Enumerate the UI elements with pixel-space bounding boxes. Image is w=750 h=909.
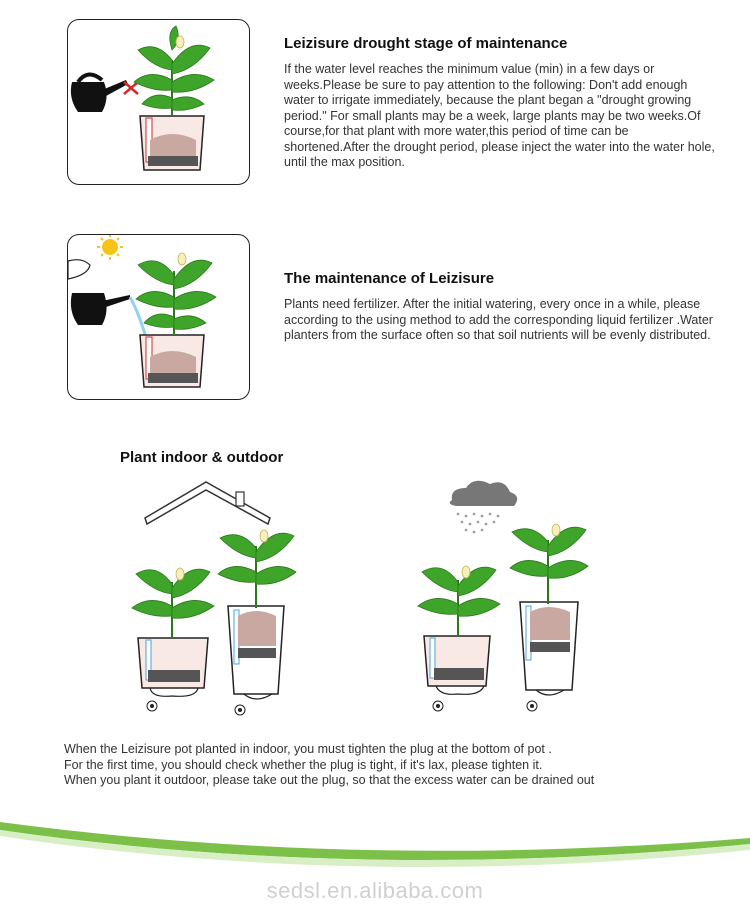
- drought-illustration-panel: [67, 19, 250, 185]
- maintenance-section-title: The maintenance of Leizisure: [284, 270, 495, 287]
- outdoor-small-pot-icon: [424, 636, 490, 711]
- indoor-small-pot-icon: [138, 638, 208, 711]
- indoor-outdoor-illustration: [0, 470, 750, 720]
- sun-icon: [97, 234, 123, 260]
- watering-can-icon: [71, 293, 130, 325]
- drought-watering-illustration: [68, 20, 249, 184]
- rain-cloud-icon: [450, 481, 517, 534]
- no-water-cross-icon: [124, 82, 138, 94]
- drought-section-title: Leizisure drought stage of maintenance: [284, 35, 568, 52]
- maintenance-section-body: Plants need fertilizer. After the initial watering, every once in a while, please according to the using method to add the corresponding liquid fertilizer .Water planters from the surface often so that soil nutrients will be evenly distributed.: [284, 297, 713, 342]
- pot-icon: [140, 116, 204, 170]
- watermark: sedsl.en.alibaba.com: [266, 878, 484, 903]
- instruction-line: When the Leizisure pot planted in indoor, you must tighten the plug at the bottom of pot .: [64, 742, 552, 756]
- indoor-small-plant-icon: [132, 568, 214, 638]
- plant-icon: [134, 26, 214, 116]
- outdoor-small-plant-icon: [418, 566, 500, 636]
- outdoor-tall-plant-icon: [510, 524, 588, 604]
- instruction-line: For the first time, you should check whether the plug is tight, if it's lax, please tighten it.: [64, 757, 543, 772]
- indoor-outdoor-instructions: [64, 742, 734, 789]
- maintenance-watering-illustration: [68, 235, 249, 399]
- indoor-outdoor-title: Plant indoor & outdoor: [120, 449, 284, 466]
- watering-can-icon: [71, 74, 128, 112]
- outdoor-tall-pot-icon: [520, 602, 578, 711]
- hand-icon: [68, 260, 90, 279]
- maintenance-illustration-panel: [67, 234, 250, 400]
- indoor-tall-pot-icon: [228, 606, 284, 715]
- roof-icon: [145, 482, 270, 524]
- instruction-line: When you plant it outdoor, please take out the plug, so that the excess water can be drained out: [64, 773, 595, 787]
- pot-icon: [140, 335, 204, 387]
- plant-icon: [136, 253, 216, 335]
- indoor-tall-plant-icon: [218, 530, 296, 608]
- drought-section-body: If the water level reaches the minimum value (min) in a few days or weeks.Please be sure to pay attention to the following: Don't add enough water to irrigate immediately, because the plant began a "drought growing period." For small plants may be a week, large plants may be two weeks.Of course,for that plant with more water,this period of time can be shortened.After the drought period, please inject the water into the water hole, until the max position.: [284, 62, 715, 169]
